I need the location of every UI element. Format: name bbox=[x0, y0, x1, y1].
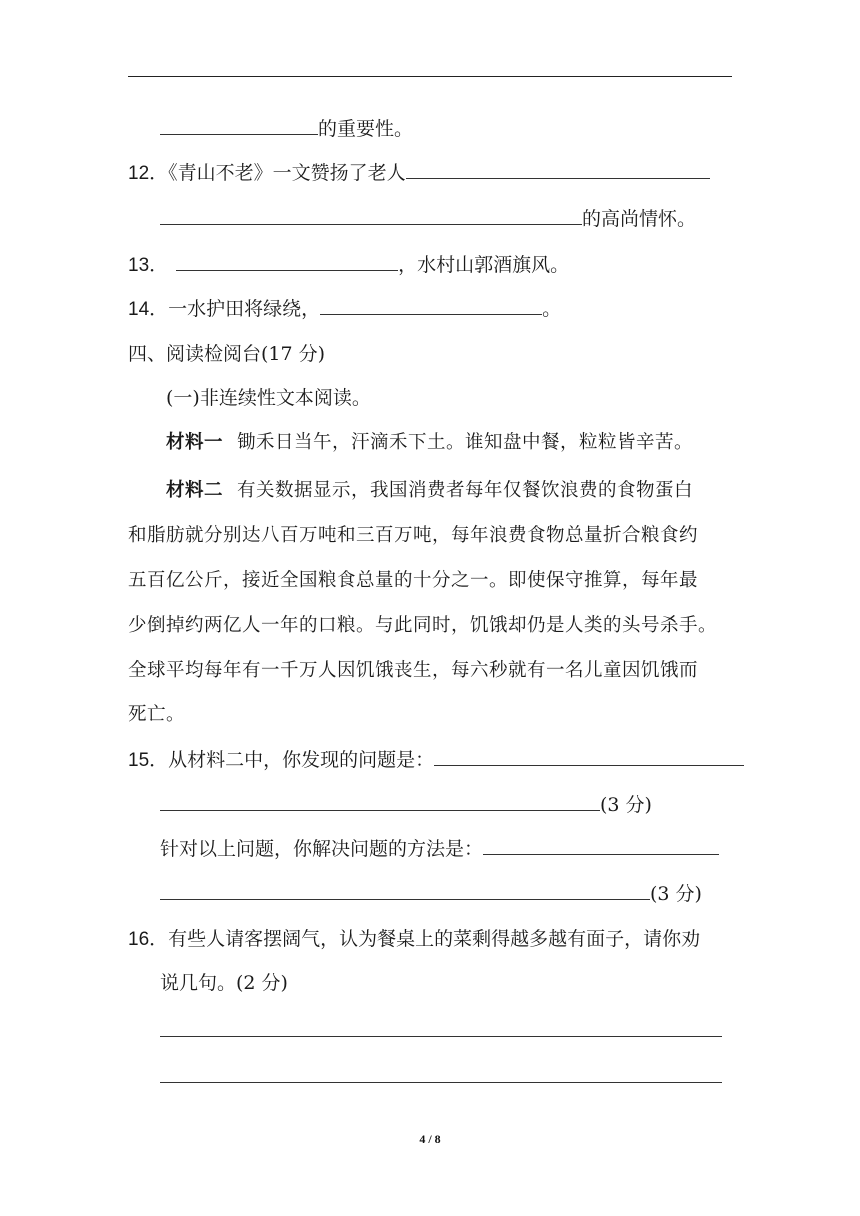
question-15-part2-line2 bbox=[160, 879, 702, 909]
answer-blank[interactable] bbox=[160, 790, 600, 811]
answer-blank[interactable] bbox=[160, 204, 582, 225]
answer-blank[interactable] bbox=[434, 745, 744, 766]
answer-blank[interactable] bbox=[176, 250, 398, 271]
question-text: 从材料二中，你发现的问题是： bbox=[168, 749, 435, 771]
question-number: 15． bbox=[128, 750, 169, 771]
question-15-line2 bbox=[160, 790, 652, 820]
header-rule bbox=[128, 76, 732, 77]
question-number: 16． bbox=[128, 929, 169, 950]
question-16-line2: 说几句。(2 分) bbox=[160, 972, 288, 994]
answer-blank[interactable] bbox=[320, 294, 542, 315]
question-number: 14． bbox=[128, 299, 169, 320]
answer-blank[interactable] bbox=[406, 158, 710, 179]
question-16 bbox=[128, 924, 700, 954]
material-2-line-3: 五百亿公斤，接近全国粮食总量的十分之一。即使保守推算，每年最 bbox=[128, 570, 699, 591]
question-13: 13． ，水村山郭酒旗风。 bbox=[128, 250, 569, 280]
question-number: 12． bbox=[128, 163, 169, 184]
material-2-line-6: 死亡。 bbox=[128, 704, 186, 725]
question-12 bbox=[128, 158, 710, 188]
material-2-line-1: 材料二 有关数据显示，我国消费者每年仅餐饮浪费的食物蛋白 bbox=[166, 480, 694, 501]
answer-blank[interactable] bbox=[160, 114, 318, 135]
score-label: (3 分) bbox=[650, 883, 702, 905]
question-number: 13． bbox=[128, 255, 169, 276]
question-text: 《青山不老》一文赞扬了老人 bbox=[168, 162, 406, 184]
material-2-line-2: 和脂肪就分别达八百万吨和三百万吨，每年浪费食物总量折合粮食约 bbox=[128, 525, 699, 546]
material-2-line-4: 少倒掉约两亿人一年的口粮。与此同时，饥饿却仍是人类的头号杀手。 bbox=[128, 615, 718, 636]
question-15 bbox=[128, 745, 744, 775]
page-number: 4 / 8 bbox=[419, 1132, 441, 1146]
answer-line[interactable] bbox=[160, 1036, 722, 1037]
material-label: 材料二 bbox=[166, 480, 224, 501]
question-text: 针对以上问题，你解决问题的方法是： bbox=[160, 838, 484, 860]
answer-line[interactable] bbox=[160, 1082, 722, 1083]
answer-blank[interactable] bbox=[160, 879, 650, 900]
question-14: 14．一水护田将绿绕， 。 bbox=[128, 294, 561, 324]
question-12-line2: 的高尚情怀。 bbox=[160, 204, 696, 234]
q11-continuation: 的重要性。 bbox=[160, 114, 413, 144]
material-label: 材料一 bbox=[166, 432, 224, 453]
answer-blank[interactable] bbox=[483, 834, 719, 855]
subsection-heading: (一)非连续性文本阅读。 bbox=[166, 387, 371, 409]
section-heading: 四、阅读检阅台(17 分) bbox=[128, 343, 326, 365]
material-2-line-5: 全球平均每年有一千万人因饥饿丧生，每六秒就有一名儿童因饥饿而 bbox=[128, 660, 699, 681]
material-1: 材料一 锄禾日当午，汗滴禾下土。谁知盘中餐，粒粒皆辛苦。 bbox=[166, 432, 694, 453]
question-15-part2 bbox=[160, 834, 719, 864]
question-text: 有些人请客摆阔气，认为餐桌上的菜剩得越多越有面子，请你劝 bbox=[168, 928, 701, 950]
score-label: (3 分) bbox=[600, 794, 652, 816]
